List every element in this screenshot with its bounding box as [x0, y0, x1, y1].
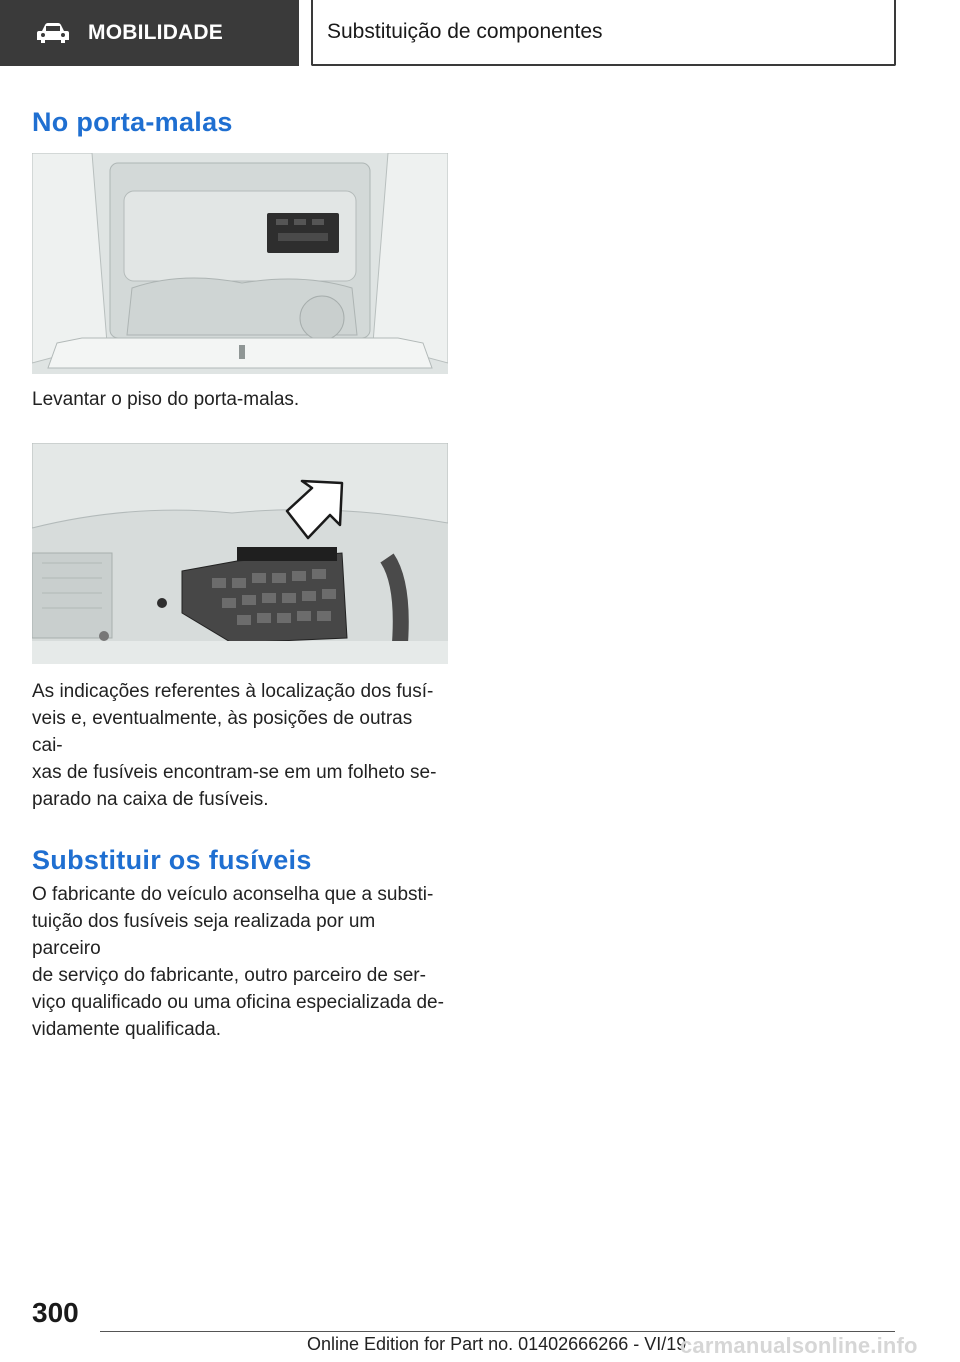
- page-number: 300: [32, 1297, 79, 1328]
- main-content: [32, 100, 448, 1043]
- section-heading-replace-fuses: Substituir os fusíveis: [32, 845, 312, 875]
- footer-divider: [100, 1331, 895, 1332]
- car-icon: [36, 22, 70, 44]
- section-label: MOBILIDADE: [88, 21, 223, 44]
- replace-fuses-body: O fabricante do veículo aconselha que a substi- tuição dos fusíveis seja realizada por um parceiro de serviço do fabricante, outro parceiro de ser- viço qualificado ou uma oficina especializada de- vidamente qualificada.: [32, 884, 444, 1040]
- watermark: carmanualsonline.info: [680, 1333, 918, 1358]
- figure-1-caption: Levantar o piso do porta-malas.: [32, 389, 300, 410]
- figure-fuse-box: [32, 443, 448, 664]
- figure-trunk-floor: [32, 153, 448, 374]
- figure-2-caption: As indicações referentes à localização dos fusí- veis e, eventualmente, às posições de outras cai- xas de fusíveis encontram-se em um folheto se- parado na caixa de fusíveis.: [32, 681, 437, 810]
- fuse-box-illustration: [32, 443, 448, 664]
- trunk-floor-illustration: [32, 153, 448, 374]
- chapter-tab: [311, 0, 896, 66]
- section-tab: [0, 0, 299, 66]
- footer-edition: Online Edition for Part no. 01402666266 - VI/19: [307, 1334, 687, 1354]
- section-heading-trunk: No porta-malas: [32, 107, 233, 137]
- chapter-label: Substituição de componentes: [327, 20, 603, 43]
